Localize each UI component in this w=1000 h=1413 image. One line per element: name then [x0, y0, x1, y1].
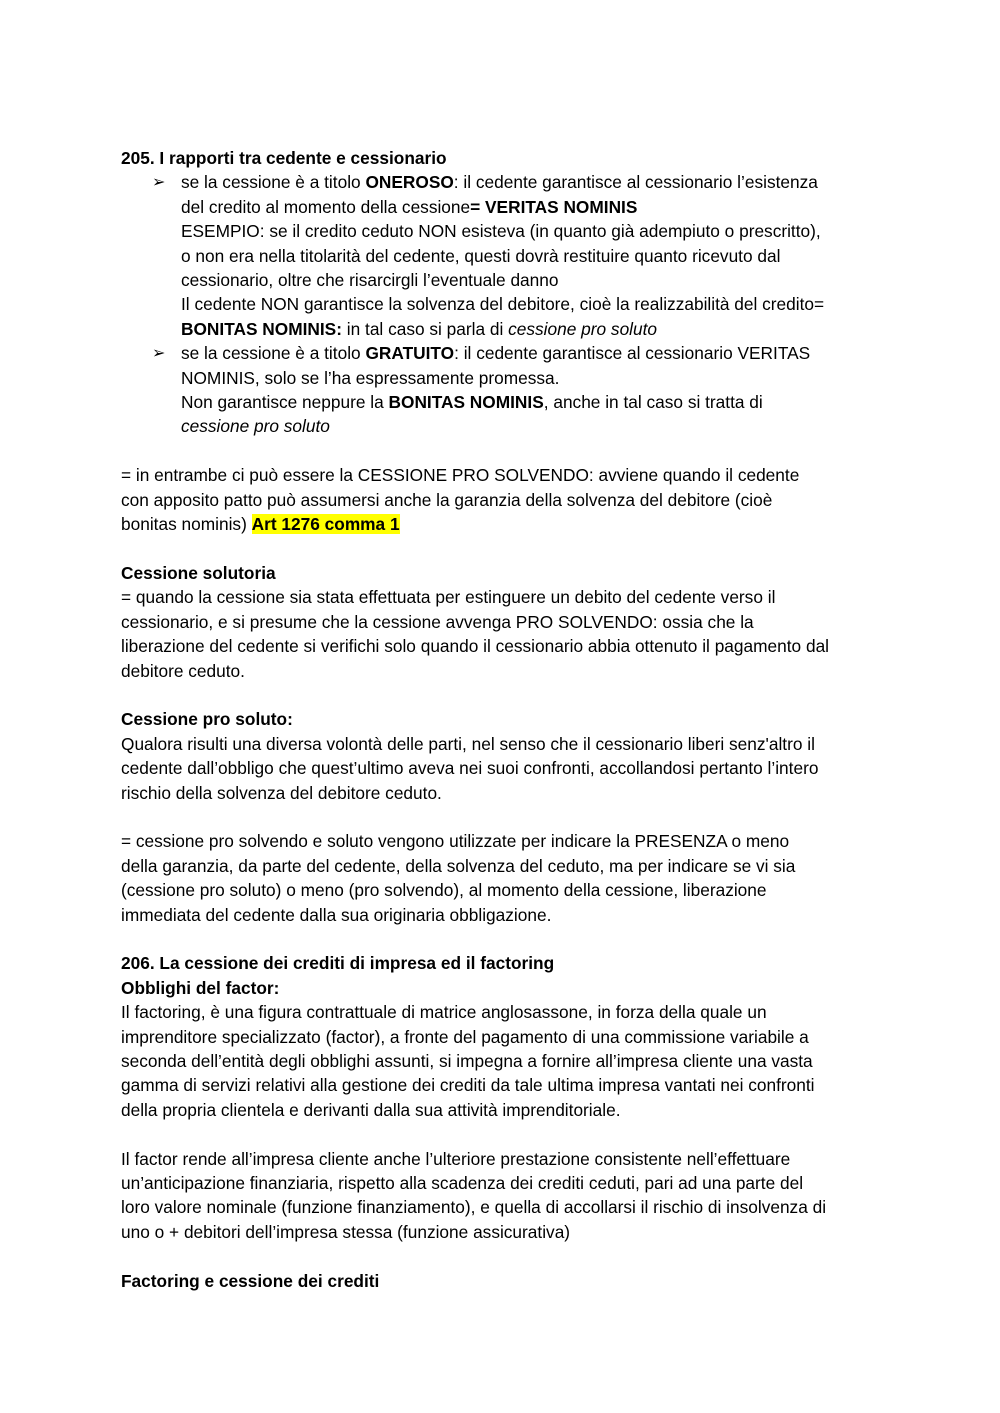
text-line: gamma di servizi relativi alla gestione dei crediti da tale ultima impresa vantati nei confronti [121, 1075, 815, 1096]
text-run: : il cedente garantisce al cessionario l’esistenza [453, 172, 818, 193]
text-line: = quando la cessione sia stata effettuata per estinguere un debito del cedente verso il [121, 587, 776, 608]
text-run: bonitas nominis) [121, 514, 252, 535]
text-line: immediata del cedente dalla sua originaria obbligazione. [121, 904, 552, 925]
text-run: se la cessione è a titolo [181, 343, 366, 364]
text-line: un’anticipazione finanziaria, rispetto alla scadenza dei crediti ceduti, pari ad una parte del [121, 1172, 804, 1193]
text-line: della garanzia, da parte del cedente, della solvenza del ceduto, ma per indicare se vi sia [121, 855, 796, 876]
text-line: con apposito patto può assumersi anche la garanzia della solvenza del debitore (cioè [121, 489, 773, 510]
text-line: debitore ceduto. [121, 660, 245, 681]
text-run: : il cedente garantisce al cessionario VERITAS [454, 343, 811, 364]
italic-term: cessione pro soluto [508, 318, 658, 339]
bullet-item-oneroso [121, 170, 891, 341]
bold-term-gratuito: GRATUITO [365, 343, 455, 364]
example-line: ESEMPIO: se il credito ceduto NON esisteva (in quanto già adempiuto o prescritto), [181, 221, 821, 242]
bold-term-veritas-nominis: = VERITAS NOMINIS [470, 196, 638, 217]
text-run: del credito al momento della cessione [181, 196, 471, 217]
text-run: se la cessione è a titolo [181, 172, 366, 193]
text-line: cessionario, e si presume che la cessione avvenga PRO SOLVENDO: ossia che la [121, 611, 754, 632]
bold-term-bonitas-nominis: BONITAS NOMINIS [388, 392, 544, 413]
text-line: della propria clientela e derivanti dalla sua attività imprenditoriale. [121, 1099, 621, 1120]
text-run: Non garantisce neppure la [181, 392, 389, 413]
text-line: liberazione del cedente si verifichi solo quando il cessionario abbia ottenuto il pagamento dal [121, 636, 830, 657]
paragraph-pro-solvendo [121, 463, 891, 536]
text-line: Il cedente NON garantisce la solvenza del debitore, cioè la realizzabilità del credito= [181, 294, 825, 315]
text-line: o non era nella titolarità del cedente, questi dovrà restituire quanto ricevuto dal [181, 245, 781, 266]
text-line: cedente dall’obbligo che quest’ultimo aveva nei suoi confronti, accollandosi pertanto l’intero [121, 758, 819, 779]
text-line: uno o + debitori dell’impresa stessa (funzione assicurativa) [121, 1221, 571, 1242]
text-line: seconda dell’entità degli obblighi assunti, si impegna a fornire all’impresa cliente una vasta [121, 1050, 813, 1071]
bullet-item-gratuito [121, 341, 891, 439]
text-line: Il factor rende all’impresa cliente anche l’ulteriore prestazione consistente nell’effettuare [121, 1148, 791, 1169]
text-line: loro valore nominale (funzione finanziamento), e quella di accollarsi il rischio di insolvenza di [121, 1197, 827, 1218]
subheading-obblighi-factor: Obblighi del factor: [121, 977, 280, 998]
text-line: NOMINIS, solo se l’ha espressamente promessa. [181, 367, 560, 388]
heading-cessione-solutoria: Cessione solutoria [121, 562, 276, 583]
text-line: cessionario, oltre che risarcirgli l’eventuale danno [181, 270, 559, 291]
text-line: Il factoring, è una figura contrattuale di matrice anglosassone, in forza della quale un [121, 1002, 767, 1023]
text-line: imprenditore specializzato (factor), a fronte del pagamento di una commissione variabile a [121, 1026, 809, 1047]
text-line: (cessione pro soluto) o meno (pro solvendo), al momento della cessione, liberazione [121, 880, 767, 901]
bold-term-bonitas-nominis: BONITAS NOMINIS: [181, 318, 342, 339]
heading-cessione-pro-soluto: Cessione pro soluto: [121, 709, 293, 730]
italic-term: cessione pro soluto [181, 416, 330, 437]
arrow-bullet-icon: ➢ [152, 343, 166, 363]
section-206-heading: 206. La cessione dei crediti di impresa ed il factoring [121, 953, 555, 974]
heading-factoring-cessione-crediti: Factoring e cessione dei crediti [121, 1270, 380, 1291]
text-run: , anche in tal caso si tratta di [543, 392, 763, 413]
text-run: in tal caso si parla di [341, 318, 509, 339]
text-line: Qualora risulti una diversa volontà delle parti, nel senso che il cessionario liberi senz'altro il [121, 733, 815, 754]
text-line: = cessione pro solvendo e soluto vengono utilizzate per indicare la PRESENZA o meno [121, 831, 790, 852]
bold-term-oneroso: ONEROSO [365, 172, 454, 193]
document-page [121, 146, 891, 1293]
text-line: rischio della solvenza del debitore ceduto. [121, 782, 442, 803]
section-205-heading: 205. I rapporti tra cedente e cessionario [121, 148, 447, 168]
arrow-bullet-icon: ➢ [152, 172, 166, 192]
text-line: = in entrambe ci può essere la CESSIONE PRO SOLVENDO: avviene quando il cedente [121, 465, 800, 486]
highlighted-article-reference: Art 1276 comma 1 [251, 514, 400, 535]
